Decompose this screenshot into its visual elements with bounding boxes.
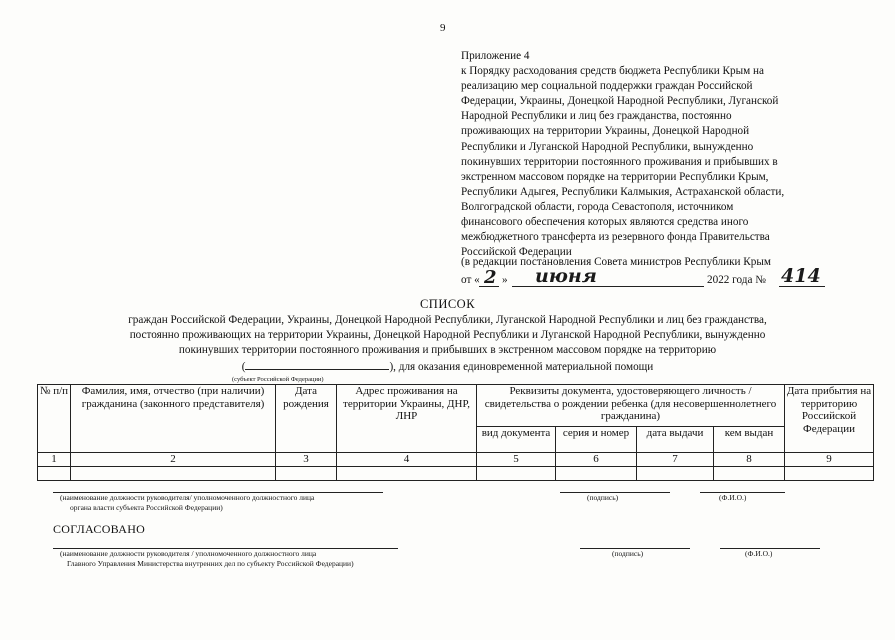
column-number: 5	[477, 453, 556, 467]
handwritten-month: июня	[535, 265, 597, 287]
signature1-sign-caption: (подпись)	[587, 493, 619, 502]
header-no: № п/п	[38, 385, 71, 453]
header-address: Адрес проживания на территории Украины, ДНР, ЛНР	[337, 385, 477, 453]
redaction-note: (в редакции постановления Совета министров Республики Крым	[461, 256, 771, 268]
appendix-line: проживающих на территории Украины, Донецкой Народной	[461, 125, 750, 138]
column-number: 2	[71, 453, 276, 467]
column-number: 4	[337, 453, 477, 467]
table-cell[interactable]	[556, 467, 637, 481]
signature1-fio-caption: (Ф.И.О.)	[719, 493, 747, 502]
signature2-fio-caption: (Ф.И.О.)	[745, 549, 773, 558]
citizens-table	[37, 384, 874, 481]
table-cell[interactable]	[637, 467, 714, 481]
table-cell[interactable]	[337, 467, 477, 481]
header-arrival-date: Дата прибытия на территорию Российской Федерации	[785, 385, 874, 453]
column-number: 6	[556, 453, 637, 467]
column-number: 7	[637, 453, 714, 467]
appendix-line: покинувших территории постоянного проживания и прибывших в	[461, 155, 778, 168]
signature1-position-caption: (наименование должности руководителя/ уполномоченного должностного лица	[60, 493, 315, 502]
table-cell[interactable]	[714, 467, 785, 481]
date-year: 2022 года №	[707, 274, 766, 286]
header-issued-by: кем выдан	[714, 427, 785, 453]
appendix-line: Российской Федерации	[461, 246, 572, 259]
signature1-position-caption: органа власти субъекта Российской Федерации)	[70, 503, 223, 512]
header-birth-date: Дата рождения	[276, 385, 337, 453]
description-line: покинувших территории постоянного проживания и прибывших в экстренном массовом порядке на территорию	[178, 344, 717, 356]
appendix-line: Республики и Луганской Народной Республики, вынужденно	[461, 140, 754, 153]
description-line: граждан Российской Федерации, Украины, Донецкой Народной Республики, Луганской Народной Республики и лиц без гражданства,	[128, 314, 767, 326]
signature2-position-caption: (наименование должности руководителя / уполномоченного должностного лица	[60, 549, 317, 558]
header-series-number: серия и номер	[556, 427, 637, 453]
appendix-header	[461, 49, 833, 260]
appendix-line: Волгоградской области, города Севастополя, источником	[461, 200, 734, 213]
page-number: 9	[440, 22, 446, 34]
header-name: Фамилия, имя, отчество (при наличии) гражданина (законного представителя)	[71, 385, 276, 453]
column-number: 1	[38, 453, 71, 467]
handwritten-number: 414	[781, 265, 821, 287]
signature2-sign-caption: (подпись)	[612, 549, 644, 558]
appendix-line: Федерации, Украины, Донецкой Народной Республики, Луганской	[461, 95, 779, 108]
date-prefix: от «	[461, 274, 480, 286]
appendix-line: к Порядку расходования средств бюджета Республики Крым на	[461, 65, 764, 78]
appendix-line: финансового обеспечения которых являются средства иного	[461, 216, 749, 229]
appendix-line: Приложение 4	[461, 50, 530, 62]
appendix-line: Народной Республики и лиц без гражданства, постоянно	[461, 110, 732, 123]
signature2-position-caption: Главного Управления Министерства внутренних дел по субъекту Российской Федерации)	[67, 559, 354, 568]
description-line: постоянно проживающих на территории Украины, Донецкой Народной Республики и Луганской Народной Республики, вынужденно	[129, 329, 766, 341]
date-mid: »	[502, 274, 508, 286]
column-number: 9	[785, 453, 874, 467]
agreed-label: СОГЛАСОВАНО	[53, 522, 146, 536]
table-row	[38, 467, 874, 481]
appendix-line: Республики Адыгея, Республики Калмыкия, Астраханской области,	[461, 185, 785, 198]
document-title: СПИСОК	[419, 297, 476, 311]
appendix-line: межбюджетного трансферта из резервного фонда Правительства	[461, 231, 770, 244]
header-issue-date: дата выдачи	[637, 427, 714, 453]
table-cell[interactable]	[477, 467, 556, 481]
table-cell[interactable]	[38, 467, 71, 481]
column-number: 8	[714, 453, 785, 467]
handwritten-day: 2	[484, 267, 497, 288]
column-number: 3	[276, 453, 337, 467]
subject-blank[interactable]	[245, 358, 389, 370]
appendix-line: экстренном массовом порядке на территории Республики Крым,	[461, 170, 769, 183]
resolution-date-line	[461, 265, 833, 291]
subject-caption: (субъект Российской Федерации)	[232, 376, 324, 383]
table-cell[interactable]	[785, 467, 874, 481]
description-line-subject: ( ), для оказания единовременной материальной помощи	[30, 358, 865, 375]
header-doc-type: вид документа	[477, 427, 556, 453]
table-cell[interactable]	[276, 467, 337, 481]
table-cell[interactable]	[71, 467, 276, 481]
list-description	[30, 313, 865, 375]
appendix-line: реализацию мер социальной поддержки граждан Российской	[461, 80, 753, 93]
header-document-details: Реквизиты документа, удостоверяющего личность / свидетельства о рождении ребенка (для несовершеннолетнего гражданина)	[477, 385, 785, 427]
